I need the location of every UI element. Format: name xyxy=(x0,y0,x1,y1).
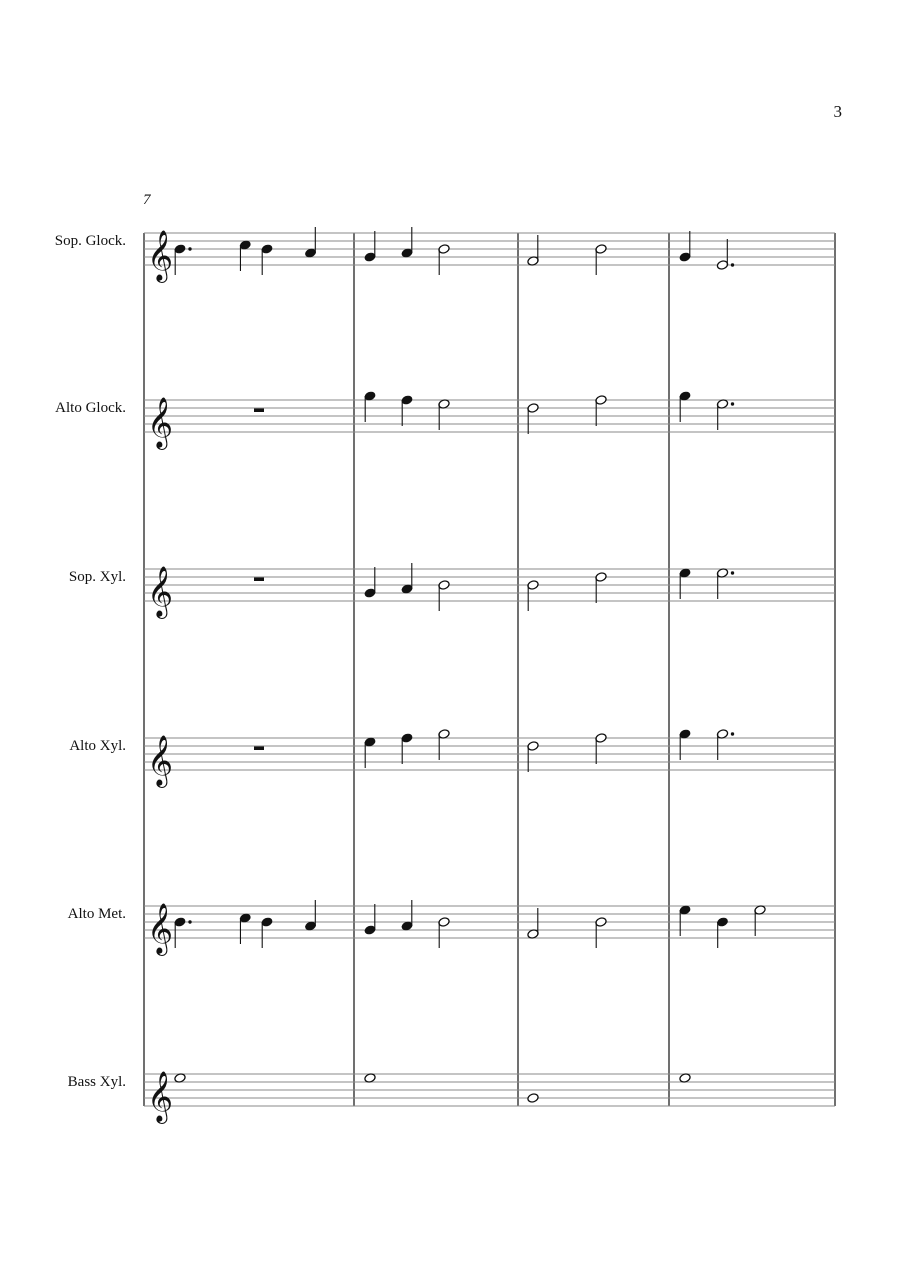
staff-label-alto-xyl: Alto Xyl. xyxy=(69,738,126,754)
staff-label-alto-met: Alto Met. xyxy=(67,906,126,922)
staff-label-bass-xyl: Bass Xyl. xyxy=(67,1074,126,1090)
treble-clef-icon: 𝄞 xyxy=(147,566,174,617)
page-number: 3 xyxy=(833,102,842,121)
augmentation-dot xyxy=(731,263,734,266)
notehead xyxy=(527,1093,539,1104)
whole-rest xyxy=(254,578,264,582)
staff-label-sop-glock: Sop. Glock. xyxy=(54,233,126,249)
treble-clef-icon: 𝄞 xyxy=(147,230,174,281)
augmentation-dot xyxy=(731,402,734,405)
treble-clef-icon: 𝄞 xyxy=(147,397,174,448)
treble-clef-icon: 𝄞 xyxy=(147,735,174,786)
treble-clef-icon: 𝄞 xyxy=(147,1071,174,1122)
augmentation-dot xyxy=(731,571,734,574)
treble-clef-icon: 𝄞 xyxy=(147,903,174,954)
augmentation-dot xyxy=(188,920,191,923)
augmentation-dot xyxy=(731,732,734,735)
whole-rest xyxy=(254,747,264,751)
whole-rest xyxy=(254,409,264,413)
staff-label-sop-xyl: Sop. Xyl. xyxy=(68,569,126,585)
augmentation-dot xyxy=(188,247,191,250)
staff-label-alto-glock: Alto Glock. xyxy=(55,400,126,416)
measure-number: 7 xyxy=(143,192,151,208)
